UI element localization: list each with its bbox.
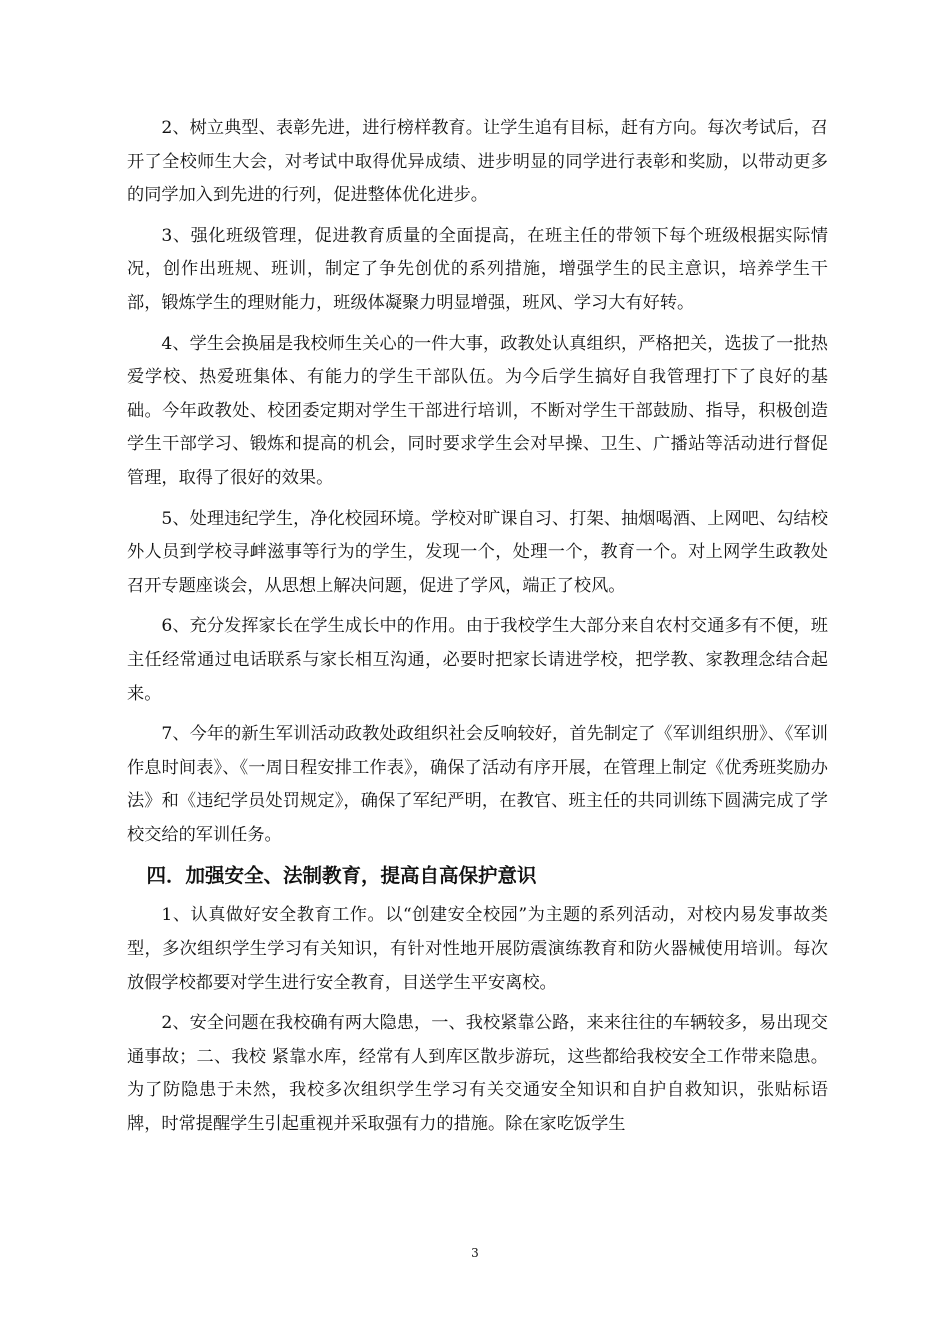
paragraph-item-2: 2、树立典型、表彰先进，进行榜样教育。让学生追有目标，赶有方向。每次考试后，召开了全校师生大会，对考试中取得优异成绩、进步明显的同学进行表彰和奖励，以带动更多的同学加入到先进的行列，促进整体优化进步。 bbox=[127, 118, 828, 206]
paragraph-item-4: 4、学生会换届是我校师生关心的一件大事，政教处认真组织，严格把关，选拔了一批热爱学校、热爱班集体、有能力的学生干部队伍。为今后学生搞好自我管理打下了良好的基础。今年政教处、校团委定期对学生干部进行培训，不断对学生干部鼓励、指导，积极创造学生干部学习、锻炼和提高的机会，同时要求学生会对早操、卫生、广播站等活动进行督促管理，取得了很好的效果。 bbox=[127, 333, 828, 488]
page-number: 3 bbox=[471, 1246, 479, 1260]
paragraph-item-6: 6、充分发挥家长在学生成长中的作用。由于我校学生大部分来自农村交通多有不便，班主任经常通过电话联系与家长相互沟通，必要时把家长请进学校，把学教、家教理念结合起来。 bbox=[127, 616, 828, 704]
section4-paragraph-2: 2、安全问题在我校确有两大隐患，一、我校紧靠公路，来来往往的车辆较多，易出现交通事故；二、我校 紧靠水库，经常有人到库区散步游玩，这些都给我校安全工作带来隐患。为了防隐患于未然，我校多次组织学生学习有关交通安全知识和自护自救知识，张贴标语牌，时常提醒学生引起重视并采取强有力的措施。除在家吃饭学生 bbox=[127, 1013, 828, 1135]
document-body bbox=[127, 112, 828, 1149]
section-heading: 四．加强安全、法制教育，提高自高保护意识 bbox=[146, 864, 537, 888]
paragraph-item-5: 5、处理违纪学生，净化校园环境。学校对旷课自习、打架、抽烟喝酒、上网吧、勾结校外人员到学校寻衅滋事等行为的学生，发现一个，处理一个，教育一个。对上网学生政教处召开专题座谈会，从思想上解决问题，促进了学风，端正了校风。 bbox=[127, 508, 828, 596]
paragraph-item-7: 7、今年的新生军训活动政教处政组织社会反响较好，首先制定了《军训组织册》、《军训作息时间表》、《一周日程安排工作表》，确保了活动有序开展，在管理上制定《优秀班奖励办法》和《违纪学员处罚规定》，确保了军纪严明，在教官、班主任的共同训练下圆满完成了学校交给的军训任务。 bbox=[127, 724, 828, 845]
paragraph-item-3: 3、强化班级管理，促进教育质量的全面提高，在班主任的带领下每个班级根据实际情况，创作出班规、班训，制定了争先创优的系列措施，增强学生的民主意识，培养学生干部，锻炼学生的理财能力，班级体凝聚力明显增强，班风、学习大有好转。 bbox=[127, 225, 828, 313]
section4-paragraph-1: 1、认真做好安全教育工作。以“创建安全校园”为主题的系列活动，对校内易发事故类型，多次组织学生学习有关知识，有针对性地开展防震演练教育和防火器械使用培训。每次放假学校都要对学生进行安全教育，目送学生平安离校。 bbox=[127, 905, 828, 993]
